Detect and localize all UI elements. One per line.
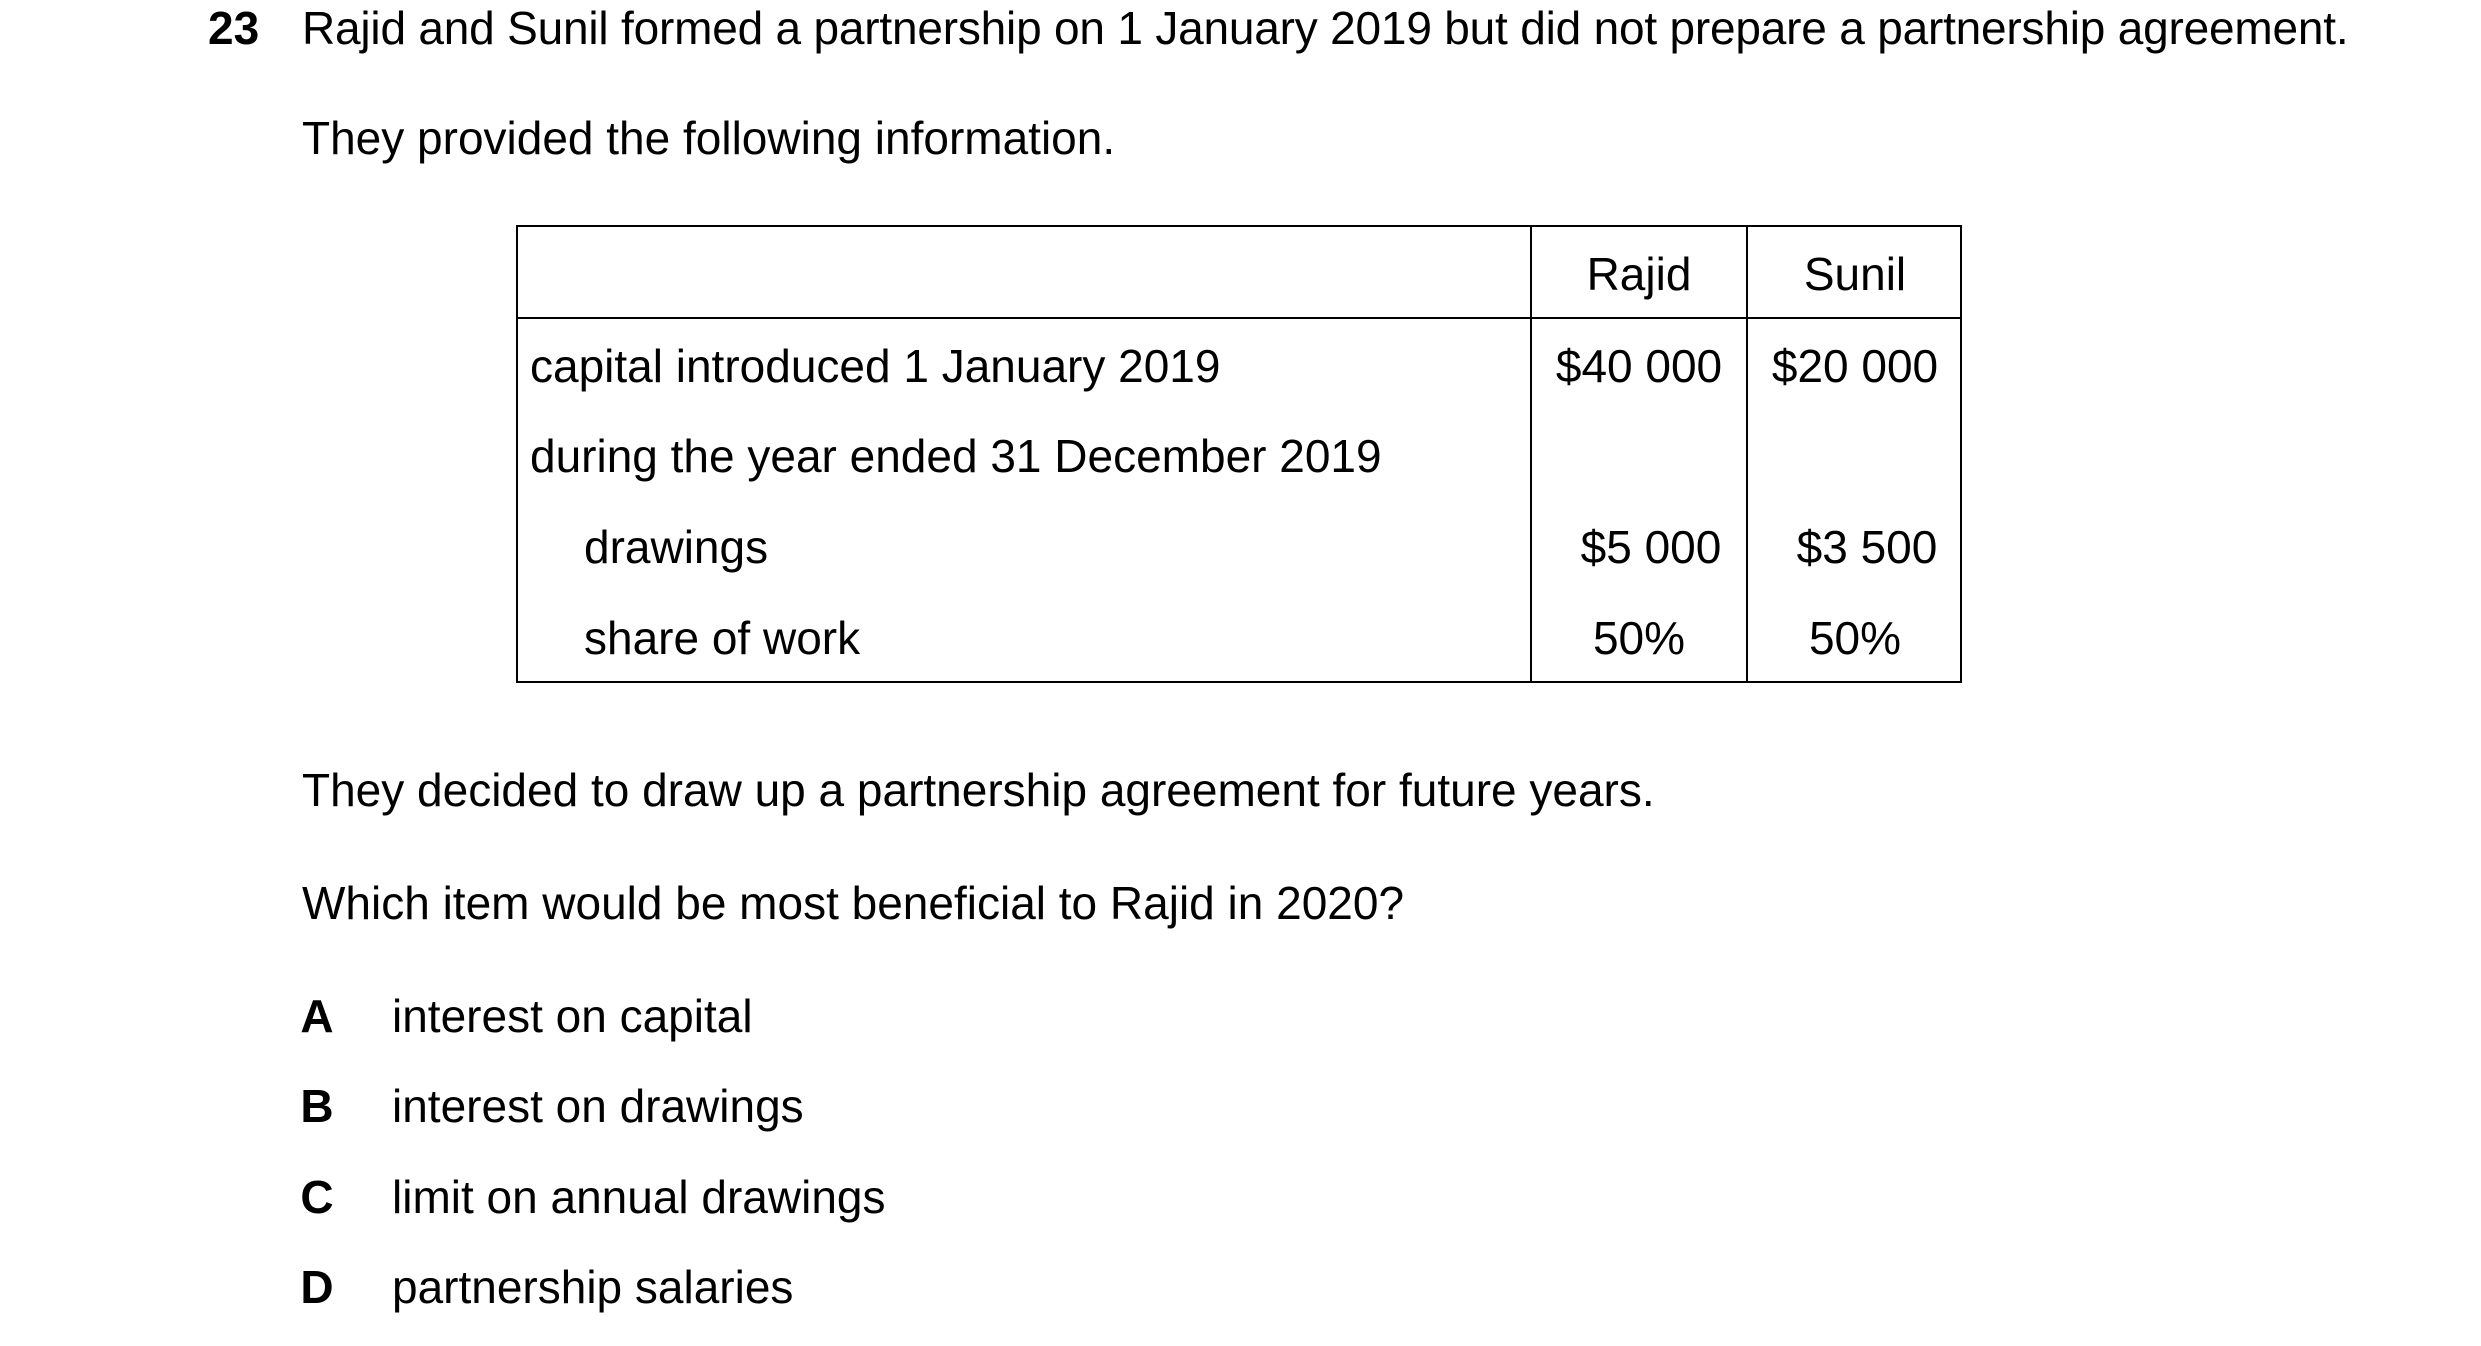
cell-rajid-capital: $40 000 <box>1555 340 1723 392</box>
cell-sunil-drawings: $3 500 <box>1796 521 1938 573</box>
table-header-divider <box>518 317 1960 319</box>
option-c-letter: C <box>300 1171 334 1223</box>
column-header-sunil: Sunil <box>1803 248 1907 300</box>
option-b-letter: B <box>300 1080 334 1132</box>
question-intro: They provided the following information. <box>302 112 1116 164</box>
row-label-capital: capital introduced 1 January 2019 <box>530 340 1221 392</box>
cell-sunil-share: 50% <box>1808 612 1902 664</box>
option-a-letter: A <box>300 990 334 1042</box>
row-label-year: during the year ended 31 December 2019 <box>530 430 1382 482</box>
option-d-letter: D <box>300 1261 334 1313</box>
option-b-text: interest on drawings <box>392 1080 804 1132</box>
question-prompt: Which item would be most beneficial to Rajid in 2020? <box>302 877 1405 929</box>
cell-sunil-capital: $20 000 <box>1771 340 1939 392</box>
information-table <box>516 225 1962 683</box>
question-number: 23 <box>208 2 260 54</box>
cell-rajid-drawings: $5 000 <box>1580 521 1722 573</box>
row-label-share-of-work: share of work <box>584 612 861 664</box>
cell-rajid-share: 50% <box>1592 612 1686 664</box>
option-c-text: limit on annual drawings <box>392 1171 886 1223</box>
row-label-drawings: drawings <box>584 521 769 573</box>
question-stem: Rajid and Sunil formed a partnership on 1 January 2019 but did not prepare a partnership agreement. <box>302 2 2349 54</box>
option-a-text: interest on capital <box>392 990 753 1042</box>
column-header-rajid: Rajid <box>1586 248 1692 300</box>
question-after-table: They decided to draw up a partnership agreement for future years. <box>302 764 1655 816</box>
option-d-text: partnership salaries <box>392 1261 794 1313</box>
